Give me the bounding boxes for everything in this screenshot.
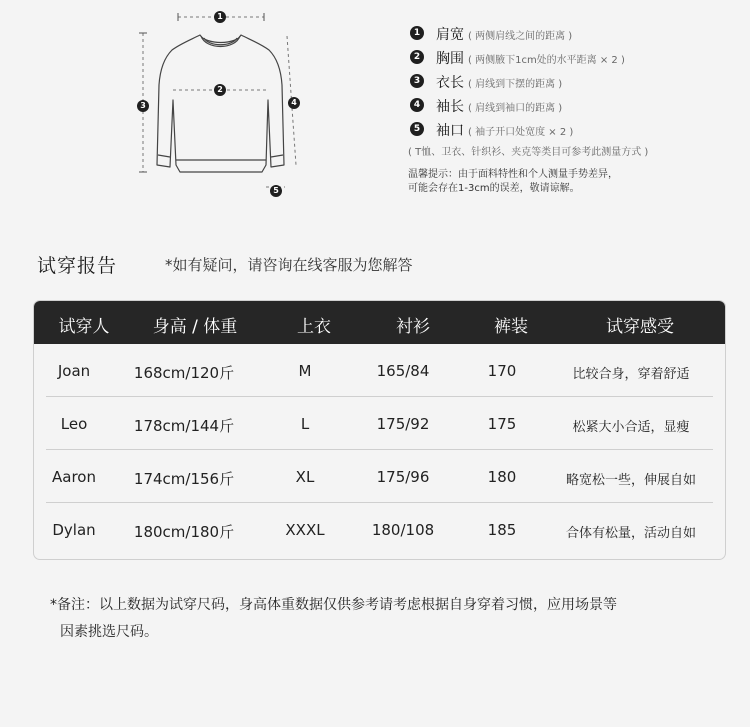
legend-item (408, 72, 738, 96)
cell-height-weight: 174cm/156斤 (133, 470, 235, 488)
header-pants: 裤装 (494, 317, 528, 337)
table-header (34, 301, 725, 344)
cell-tester: Dylan (52, 521, 96, 539)
report-title: 试穿报告 (37, 255, 118, 277)
cell-top: L (300, 415, 310, 433)
cell-pants: 185 (487, 521, 517, 539)
cell-tester: Aaron (52, 468, 96, 486)
fitting-table (33, 300, 726, 560)
measurement-diagram (0, 0, 750, 220)
legend-note: ( T恤、卫衣、针织衫、夹克等类目可参考此测量方式 ) (408, 147, 649, 158)
legend-item (408, 96, 738, 120)
header-height-weight: 身高 / 体重 (152, 317, 238, 337)
cell-height-weight: 180cm/180斤 (133, 523, 235, 541)
marker-length: 3 (137, 100, 149, 112)
legend-desc: ( 两侧腋下1cm处的水平距离 × 2 ) (468, 55, 625, 66)
marker-sleeve: 4 (288, 97, 300, 109)
cell-shirt: 165/84 (376, 362, 430, 380)
cell-feedback: 松紧大小合适，显瘦 (572, 420, 690, 435)
marker-shoulder: 1 (214, 11, 226, 23)
header-feedback: 试穿感受 (606, 317, 674, 337)
table-row (34, 450, 725, 503)
legend-term: 肩宽 (436, 27, 464, 43)
cell-shirt: 175/96 (376, 468, 430, 486)
report-subtitle: *如有疑问，请咨询在线客服为您解答 (165, 256, 413, 274)
legend-number: 5 (410, 122, 424, 136)
cell-top: XXXL (285, 521, 325, 539)
cell-shirt: 175/92 (376, 415, 430, 433)
legend-term: 袖口 (436, 123, 464, 139)
header-top: 上衣 (297, 317, 331, 337)
cell-pants: 175 (487, 415, 517, 433)
measurement-tip (408, 168, 618, 196)
cell-feedback: 合体有松量，活动自如 (565, 526, 697, 541)
sweater-diagram (0, 0, 330, 210)
measurement-legend (408, 24, 738, 144)
footnote-line: 因素挑选尺码。 (60, 624, 158, 640)
marker-cuff: 5 (270, 185, 282, 197)
legend-number: 1 (410, 26, 424, 40)
table-row (34, 503, 725, 556)
legend-desc: ( 肩线到袖口的距离 ) (468, 103, 563, 114)
legend-item (408, 120, 738, 144)
header-tester: 试穿人 (58, 317, 110, 337)
footnote-line: *备注：以上数据为试穿尺码，身高体重数据仅供参考请考虑根据自身穿着习惯，应用场景等 (50, 597, 617, 613)
cell-pants: 170 (487, 362, 517, 380)
cell-top: M (298, 362, 312, 380)
marker-chest: 2 (214, 84, 226, 96)
cell-height-weight: 168cm/120斤 (133, 364, 235, 382)
footnote (50, 592, 710, 646)
legend-desc: ( 两侧肩线之间的距离 ) (468, 31, 573, 42)
tip-line: 可能会存在1-3cm的误差，敬请谅解。 (408, 183, 580, 194)
legend-item (408, 48, 738, 72)
legend-term: 袖长 (436, 99, 464, 115)
legend-item (408, 24, 738, 48)
cell-top: XL (295, 468, 315, 486)
cell-shirt: 180/108 (371, 521, 435, 539)
legend-number: 3 (410, 74, 424, 88)
cell-tester: Joan (57, 362, 91, 380)
table-row (34, 344, 725, 397)
legend-number: 2 (410, 50, 424, 64)
cell-feedback: 略宽松一些，伸展自如 (565, 473, 697, 488)
legend-term: 胸围 (436, 51, 464, 67)
table-row (34, 397, 725, 450)
legend-desc: ( 袖子开口处宽度 × 2 ) (468, 127, 574, 138)
tip-line: 温馨提示：由于面料特性和个人测量手势差异， (408, 169, 618, 180)
cell-height-weight: 178cm/144斤 (133, 417, 235, 435)
legend-desc: ( 肩线到下摆的距离 ) (468, 79, 563, 90)
header-shirt: 衬衫 (396, 317, 430, 337)
legend-number: 4 (410, 98, 424, 112)
cell-pants: 180 (487, 468, 517, 486)
legend-term: 衣长 (436, 75, 464, 91)
cell-tester: Leo (60, 415, 88, 433)
cell-feedback: 比较合身，穿着舒适 (572, 367, 690, 382)
